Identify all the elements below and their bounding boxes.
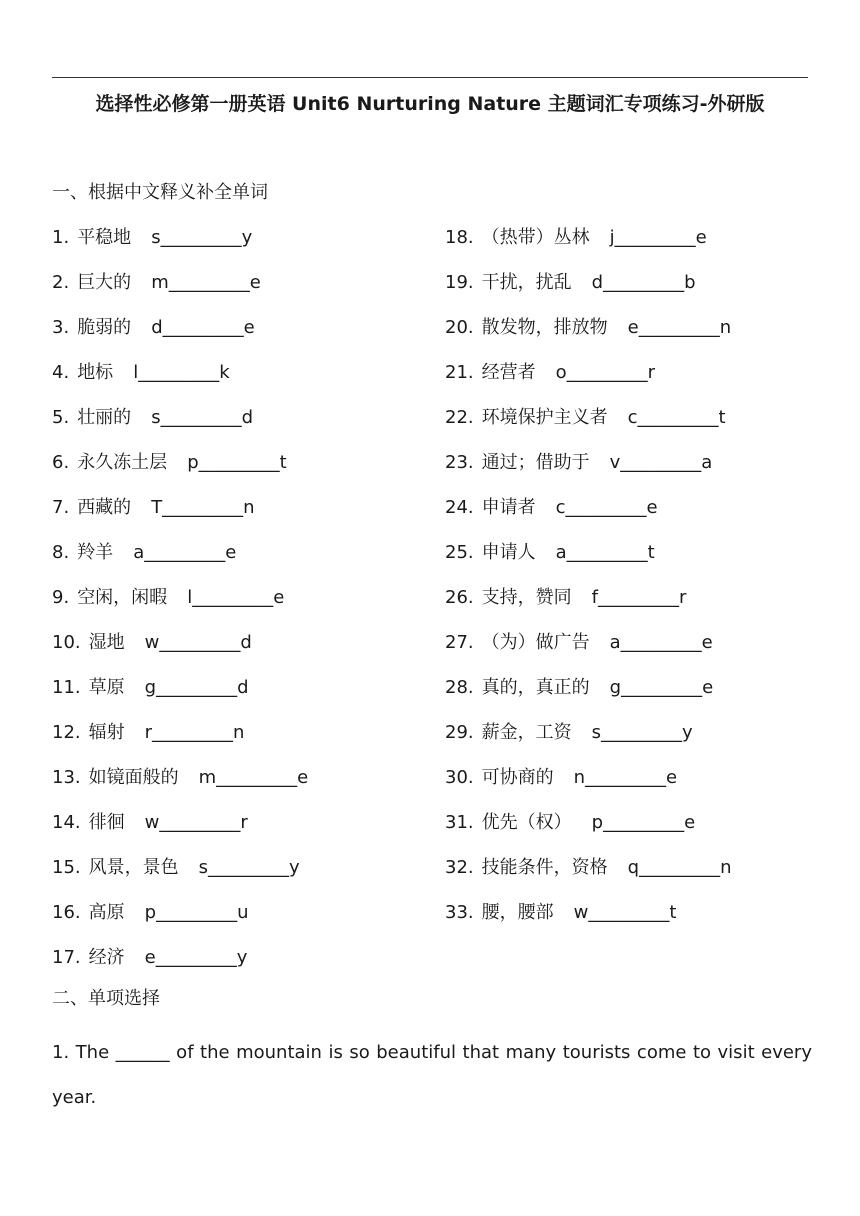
chinese-meaning: 草原 [88, 677, 125, 698]
section-heading-multiple-choice: 二、单项选择 [52, 988, 160, 1009]
vocab-item [52, 225, 432, 270]
vocab-item [445, 405, 825, 450]
item-number: 21. [445, 362, 474, 383]
item-number: 23. [445, 452, 474, 473]
document-title: 选择性必修第一册英语 Unit6 Nurturing Nature 主题词汇专项练习-外研版 [95, 93, 765, 115]
chinese-meaning: 西藏的 [77, 497, 132, 518]
item-number: 16. [52, 902, 81, 923]
item-number: 25. [445, 542, 474, 563]
chinese-meaning: 通过；借助于 [481, 452, 590, 473]
chinese-meaning: 如镜面般的 [88, 767, 179, 788]
item-number: 8. [52, 542, 70, 563]
vocab-item [445, 315, 825, 360]
chinese-meaning: 可协商的 [481, 767, 554, 788]
chinese-meaning: 经营者 [481, 362, 536, 383]
chinese-meaning: 徘徊 [88, 812, 125, 833]
chinese-meaning: 申请人 [481, 542, 536, 563]
word-blank: c_________t [627, 407, 726, 428]
word-blank: n_________e [573, 767, 678, 788]
word-blank: l_________k [133, 362, 230, 383]
vocab-item [52, 405, 432, 450]
word-blank: s_________y [151, 227, 253, 248]
vocab-item [445, 810, 825, 855]
word-blank: e_________y [144, 947, 248, 968]
word-blank: p_________e [591, 812, 696, 833]
chinese-meaning: 平稳地 [77, 227, 132, 248]
chinese-meaning: 优先（权） [481, 812, 572, 833]
chinese-meaning: 地标 [77, 362, 114, 383]
word-blank: o_________r [555, 362, 656, 383]
item-number: 15. [52, 857, 81, 878]
chinese-meaning: 环境保护主义者 [481, 407, 608, 428]
item-number: 10. [52, 632, 81, 653]
word-blank: p_________t [187, 452, 287, 473]
word-blank: f_________r [591, 587, 687, 608]
vocab-item [52, 765, 432, 810]
item-number: 18. [445, 227, 474, 248]
vocab-item [445, 540, 825, 585]
top-rule [52, 77, 808, 78]
vocab-item [52, 720, 432, 765]
item-number: 5. [52, 407, 70, 428]
vocab-item [445, 720, 825, 765]
chinese-meaning: 真的，真正的 [481, 677, 590, 698]
word-blank: m_________e [151, 272, 261, 293]
item-number: 9. [52, 587, 70, 608]
vocab-item [445, 675, 825, 720]
word-blank: g_________e [609, 677, 714, 698]
vocab-item [445, 450, 825, 495]
vocab-item [445, 765, 825, 810]
item-number: 12. [52, 722, 81, 743]
vocab-item [52, 630, 432, 675]
word-blank: l_________e [187, 587, 285, 608]
vocab-item [52, 945, 432, 990]
item-number: 20. [445, 317, 474, 338]
item-number: 2. [52, 272, 70, 293]
word-blank: s_________y [198, 857, 300, 878]
item-number: 27. [445, 632, 474, 653]
chinese-meaning: （为）做广告 [481, 632, 590, 653]
word-blank: d_________b [591, 272, 696, 293]
chinese-meaning: 壮丽的 [77, 407, 132, 428]
word-blank: p_________u [144, 902, 249, 923]
item-number: 33. [445, 902, 474, 923]
vocab-item [52, 855, 432, 900]
word-blank: v_________a [609, 452, 713, 473]
chinese-meaning: 薪金，工资 [481, 722, 572, 743]
chinese-meaning: 高原 [88, 902, 125, 923]
vocab-item [52, 315, 432, 360]
vocab-item [52, 450, 432, 495]
chinese-meaning: （热带）丛林 [481, 227, 590, 248]
vocab-item [445, 270, 825, 315]
word-blank: w_________d [144, 632, 252, 653]
vocab-item [52, 360, 432, 405]
vocab-item [52, 540, 432, 585]
chinese-meaning: 散发物，排放物 [481, 317, 608, 338]
word-blank: w_________t [573, 902, 677, 923]
item-number: 29. [445, 722, 474, 743]
item-number: 11. [52, 677, 81, 698]
item-number: 13. [52, 767, 81, 788]
item-number: 17. [52, 947, 81, 968]
chinese-meaning: 脆弱的 [77, 317, 132, 338]
vocab-item [52, 495, 432, 540]
item-number: 26. [445, 587, 474, 608]
item-number: 28. [445, 677, 474, 698]
word-list-left-column [52, 225, 432, 990]
item-number: 1. [52, 227, 70, 248]
chinese-meaning: 经济 [88, 947, 125, 968]
word-list-right-column [445, 225, 825, 945]
word-blank: q_________n [627, 857, 732, 878]
item-number: 14. [52, 812, 81, 833]
item-number: 19. [445, 272, 474, 293]
chinese-meaning: 永久冻土层 [77, 452, 168, 473]
item-number: 31. [445, 812, 474, 833]
chinese-meaning: 辐射 [88, 722, 125, 743]
vocab-item [52, 900, 432, 945]
item-number: 4. [52, 362, 70, 383]
word-blank: d_________e [151, 317, 255, 338]
item-number: 32. [445, 857, 474, 878]
chinese-meaning: 腰，腰部 [481, 902, 554, 923]
vocab-item [52, 675, 432, 720]
chinese-meaning: 空闲，闲暇 [77, 587, 168, 608]
vocab-item [52, 585, 432, 630]
vocab-item [445, 630, 825, 675]
chinese-meaning: 巨大的 [77, 272, 132, 293]
item-number: 22. [445, 407, 474, 428]
word-blank: s_________d [151, 407, 253, 428]
chinese-meaning: 干扰，扰乱 [481, 272, 572, 293]
chinese-meaning: 风景，景色 [88, 857, 179, 878]
vocab-item [445, 900, 825, 945]
word-blank: a_________e [133, 542, 237, 563]
word-blank: m_________e [198, 767, 309, 788]
chinese-meaning: 支持，赞同 [481, 587, 572, 608]
word-blank: a_________t [555, 542, 655, 563]
chinese-meaning: 技能条件，资格 [481, 857, 608, 878]
item-number: 3. [52, 317, 70, 338]
word-blank: a_________e [609, 632, 713, 653]
word-blank: T_________n [151, 497, 255, 518]
item-number: 24. [445, 497, 474, 518]
vocab-item [52, 270, 432, 315]
vocab-item [445, 585, 825, 630]
section-heading-fill-words: 一、根据中文释义补全单词 [52, 182, 268, 203]
chinese-meaning: 申请者 [481, 497, 536, 518]
vocab-item [52, 810, 432, 855]
question-1: 1. The ______ of the mountain is so beautiful that many tourists come to visit every year. [52, 1042, 812, 1108]
word-blank: c_________e [555, 497, 658, 518]
word-blank: w_________r [144, 812, 248, 833]
word-blank: s_________y [591, 722, 693, 743]
vocab-item [445, 495, 825, 540]
vocab-item [445, 855, 825, 900]
item-number: 7. [52, 497, 70, 518]
word-blank: r_________n [144, 722, 245, 743]
vocab-item [445, 225, 825, 270]
word-blank: j_________e [609, 227, 707, 248]
item-number: 6. [52, 452, 70, 473]
chinese-meaning: 羚羊 [77, 542, 114, 563]
word-blank: e_________n [627, 317, 732, 338]
vocab-item [445, 360, 825, 405]
item-number: 30. [445, 767, 474, 788]
word-blank: g_________d [144, 677, 249, 698]
chinese-meaning: 湿地 [88, 632, 125, 653]
